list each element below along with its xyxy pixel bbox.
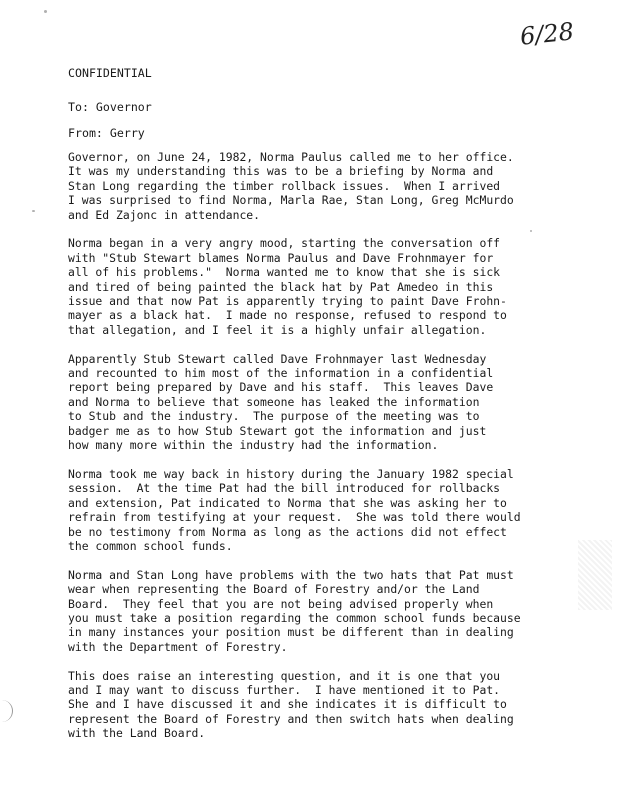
memo-body xyxy=(68,150,554,755)
from-line: From: Gerry xyxy=(68,126,145,140)
paragraph: Governor, on June 24, 1982, Norma Paulus called me to her office. It was my understanding this was to be a briefing by Norma and Stan Long regarding the timber rollback issues. When I arrived I was surprised to find Norma, Marla Rae, Stan Long, Greg McMurdo and Ed Zajonc in attendance. xyxy=(68,150,514,222)
scan-speck xyxy=(530,230,532,232)
confidential-heading: CONFIDENTIAL xyxy=(68,66,152,80)
paragraph: Apparently Stub Stewart called Dave Frohnmayer last Wednesday and recounted to him most of the information in a confidential report being prepared by Dave and his staff. This leaves Dave and Norma to believe that someone has leaked the information to Stub and the industry. The purpose of the meeting was to badger me as to how Stub Stewart got the information and just how many more within the industry had the information. xyxy=(68,351,494,453)
scan-speck xyxy=(44,10,47,13)
paragraph: Norma began in a very angry mood, starting the conversation off with "Stub Stewart blames Norma Paulus and Dave Frohnmayer for all of his problems." Norma wanted me to know that she is sick and tired of being painted the black hat by Pat Amedeo in this issue and that now Pat is apparently trying to paint Dave Frohn- mayer as a black hat. I made no response, refused to respond to that allegation, and I feel it is a highly unfair allegation. xyxy=(68,236,507,337)
paragraph: Norma and Stan Long have problems with the two hats that Pat must wear when representing the Board of Forestry and/or the Land Board. They feel that you are not being advised properly when you must take a position regarding the common school funds because in many instances your position must be different than in dealing with the Department of Forestry. xyxy=(68,567,521,654)
paragraph: Norma took me way back in history during the January 1982 special session. At the time Pat had the bill introduced for rollbacks and extension, Pat indicated to Norma that she was asking her to refrain from testifying at your request. She was told there would be no testimony from Norma as long as the actions did not effect the common school funds. xyxy=(68,466,521,553)
to-line: To: Governor xyxy=(68,100,152,114)
paragraph: This does raise an interesting question, and it is one that you and I may want to discuss further. I have mentioned it to Pat. She and I have discussed it and she indicates it is difficult to represent the Board of Forestry and then switch hats when dealing with the Land Board. xyxy=(68,668,514,741)
handwritten-date: 6/28 xyxy=(518,17,576,51)
scan-noise xyxy=(578,540,612,610)
scan-speck xyxy=(32,210,35,212)
margin-mark xyxy=(0,700,13,722)
